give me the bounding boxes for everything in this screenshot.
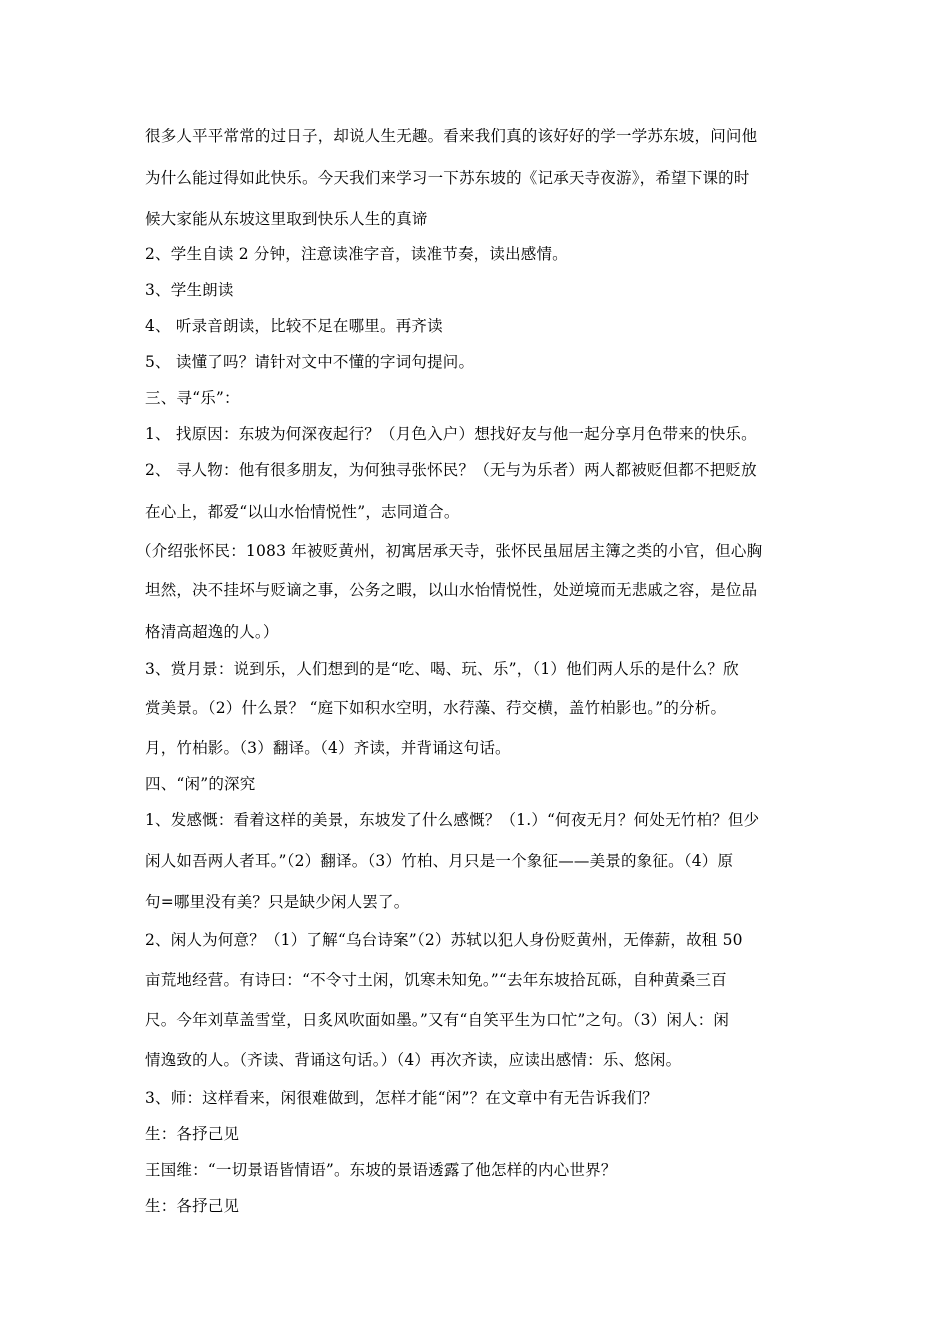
text-line: 尺。今年刘草盖雪堂，日炙风吹面如墨。”又有“自笑平生为口忙”之句。（3）闲人：闲 [145,1011,730,1029]
text-line: （介绍张怀民：1083 年被贬黄州，初寓居承天寺，张怀民虽屈居主簿之类的小官，但心胸 [136,542,763,560]
text-line: 2、 寻人物：他有很多朋友，为何独寻张怀民？（无与为乐者）两人都被贬但都不把贬放 [145,461,757,479]
text-line: 闲人如吾两人者耳。”（2）翻译。（3）竹柏、月只是一个象征——美景的象征。（4）原 [145,852,734,870]
text-line: 1、 找原因：东坡为何深夜起行？（月色入户）想找好友与他一起分享月色带来的快乐。 [145,425,757,443]
text-line: 1、发感慨：看着这样的美景，东坡发了什么感慨？（1.）“何夜无月？何处无竹柏？但少 [145,811,760,829]
text-line: 在心上，都爱“以山水怡情悦性”，志同道合。 [145,503,460,521]
text-line: 句=哪里没有美？只是缺少闲人罢了。 [145,893,410,911]
text-line: 亩荒地经营。有诗曰：“不令寸土闲，饥寒未知免。”“去年东坡拾瓦砾，自种黄桑三百 [145,971,727,989]
text-line: 坦然，决不挂坏与贬谪之事，公务之暇，以山水怡情悦性，处逆境而无悲戚之容，是位品 [145,581,758,599]
text-line: 5、 读懂了吗？请针对文中不懂的字词句提问。 [145,353,475,371]
text-line: 3、师：这样看来，闲很难做到，怎样才能“闲”？在文章中有无告诉我们？ [145,1089,659,1107]
text-line: 2、学生自读 2 分钟，注意读准字音，读准节奏，读出感情。 [145,245,568,263]
text-line: 王国维：“一切景语皆情语”。东坡的景语透露了他怎样的内心世界？ [145,1161,617,1179]
text-line: 3、赏月景：说到乐，人们想到的是“吃、喝、玩、乐”，（1）他们两人乐的是什么？欣 [145,660,739,678]
text-line: 生：各抒己见 [145,1197,240,1215]
text-line: 4、 听录音朗读，比较不足在哪里。再齐读 [145,317,443,335]
section-heading: 三、寻“乐”： [145,389,240,407]
text-line: 生：各抒己见 [145,1125,240,1143]
text-line: 情逸致的人。（齐读、背诵这句话。）（4）再次齐读，应读出感情：乐、悠闲。 [145,1051,682,1069]
text-line: 为什么能过得如此快乐。今天我们来学习一下苏东坡的《记承天寺夜游》，希望下课的时 [145,169,750,187]
text-line: 很多人平平常常的过日子，却说人生无趣。看来我们真的该好好的学一学苏东坡，问问他 [145,127,758,145]
text-line: 月，竹柏影。（3）翻译。（4）齐读，并背诵这句话。 [145,739,511,757]
text-line: 赏美景。（2）什么景？ “庭下如积水空明，水荇藻、荇交横，盖竹柏影也。”的分析。 [145,699,727,717]
text-line: 格清高超逸的人。） [145,623,279,641]
text-line: 2、闲人为何意？（1）了解“乌台诗案”（2）苏轼以犯人身份贬黄州，无俸薪，故租 50 [145,931,743,949]
text-line: 3、学生朗读 [145,281,234,299]
section-heading: 四、“闲”的深究 [145,775,256,793]
text-line: 候大家能从东坡这里取到快乐人生的真谛 [145,210,428,228]
